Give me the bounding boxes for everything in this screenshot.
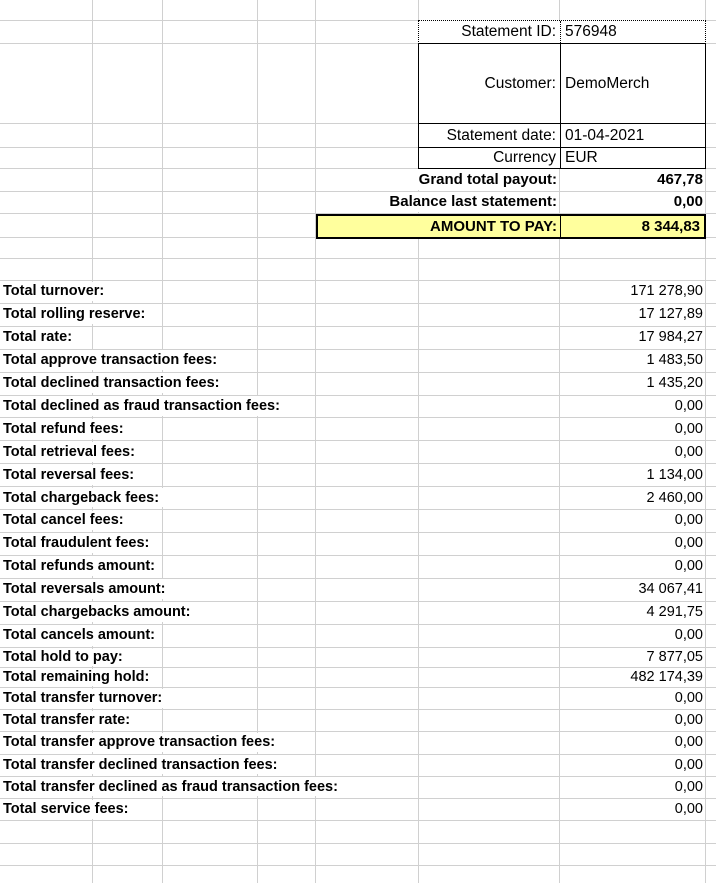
total-row [0,776,716,798]
customer-value[interactable]: DemoMerch [565,74,650,92]
balance-last-statement-row [0,191,716,214]
total-row-value[interactable]: 1 483,50 [646,352,703,369]
total-row-value[interactable]: 0,00 [674,535,703,552]
total-row-label[interactable]: Total transfer approve transaction fees: [0,733,281,752]
currency-row [418,147,706,169]
total-row-label[interactable]: Total approve transaction fees: [0,350,223,370]
total-row-value[interactable]: 34 067,41 [638,581,703,598]
total-row-value[interactable]: 0,00 [674,690,703,707]
total-row-label[interactable]: Total hold to pay: [0,649,129,666]
currency-value[interactable]: EUR [565,149,598,166]
total-row [0,349,716,372]
total-row-value[interactable]: 482 174,39 [630,669,703,685]
total-row-value[interactable]: 0,00 [674,512,703,529]
amount-to-pay-value[interactable]: 8 344,83 [641,217,700,235]
gridline-horizontal [0,258,716,259]
total-row-label[interactable]: Total cancel fees: [0,511,130,531]
total-row-label[interactable]: Total rate: [0,327,78,347]
total-row [0,578,716,601]
gridline-horizontal [0,865,716,866]
statement-date-label[interactable]: Statement date: [419,124,561,147]
total-row-value[interactable]: 0,00 [674,712,703,729]
total-row-label[interactable]: Total service fees: [0,800,134,819]
total-row-value[interactable]: 0,00 [674,397,703,414]
customer-row [418,43,706,124]
total-row [0,372,716,395]
statement-id-value[interactable]: 576948 [565,23,617,40]
total-row [0,280,716,303]
cell-divider [560,216,561,237]
total-row [0,731,716,753]
total-row-label[interactable]: Total rolling reserve: [0,304,151,324]
total-row [0,303,716,326]
total-row-label[interactable]: Total fraudulent fees: [0,533,155,553]
total-row-value[interactable]: 0,00 [674,756,703,773]
total-row [0,486,716,509]
total-row [0,395,716,418]
total-row-label[interactable]: Total remaining hold: [0,669,155,686]
total-row-label[interactable]: Total retrieval fees: [0,442,141,462]
total-row [0,417,716,440]
customer-label[interactable]: Customer: [419,44,561,123]
total-row [0,532,716,555]
grand-total-payout-value[interactable]: 467,78 [657,170,703,188]
total-row-label[interactable]: Total chargebacks amount: [0,602,196,622]
total-row [0,440,716,463]
total-row-value[interactable]: 17 127,89 [638,306,703,323]
total-row-label[interactable]: Total cancels amount: [0,625,161,646]
total-row-value[interactable]: 2 460,00 [646,489,703,506]
total-row-value[interactable]: 4 291,75 [646,604,703,621]
gridline-horizontal [0,843,716,844]
total-row [0,463,716,486]
total-row-label[interactable]: Total transfer declined as fraud transaction fees: [0,777,344,796]
total-row-label[interactable]: Total refunds amount: [0,556,161,576]
total-row [0,667,716,687]
total-row-label[interactable]: Total reversals amount: [0,579,172,599]
total-row-value[interactable]: 0,00 [674,558,703,575]
total-row-value[interactable]: 0,00 [674,443,703,460]
currency-label[interactable]: Currency [419,148,561,168]
total-row-value[interactable]: 0,00 [674,734,703,751]
amount-to-pay-label[interactable]: AMOUNT TO PAY: [430,217,557,235]
total-row-label[interactable]: Total reversal fees: [0,465,140,485]
total-row [0,624,716,648]
statement-id-row [418,20,706,44]
total-row-label[interactable]: Total declined transaction fees: [0,373,225,393]
total-row [0,647,716,667]
total-row-label[interactable]: Total transfer rate: [0,711,136,730]
total-row-value[interactable]: 7 877,05 [646,649,703,665]
total-row-label[interactable]: Total declined as fraud transaction fees: [0,396,286,416]
total-row-label[interactable]: Total chargeback fees: [0,488,165,508]
statement-id-label[interactable]: Statement ID: [419,21,561,43]
grand-total-payout-row [0,168,716,191]
total-row-value[interactable]: 17 984,27 [638,329,703,346]
total-row-value[interactable]: 1 134,00 [646,466,703,483]
total-row [0,709,716,731]
total-row-label[interactable]: Total transfer turnover: [0,689,168,708]
total-row-value[interactable]: 171 278,90 [630,283,703,300]
total-row [0,555,716,578]
balance-last-statement-value[interactable]: 0,00 [673,193,703,211]
total-row [0,509,716,532]
total-row-label[interactable]: Total turnover: [0,282,110,302]
total-row-value[interactable]: 0,00 [674,420,703,437]
total-row [0,326,716,349]
amount-to-pay-row [316,214,706,239]
statement-date-value[interactable]: 01-04-2021 [565,126,645,144]
total-row-value[interactable]: 0,00 [674,801,703,818]
grand-total-payout-label[interactable]: Grand total payout: [413,169,557,190]
total-row-label[interactable]: Total transfer declined transaction fees: [0,755,284,774]
balance-last-statement-label[interactable]: Balance last statement: [383,192,557,213]
total-row [0,601,716,624]
statement-date-row [418,123,706,148]
total-row-value[interactable]: 0,00 [674,627,703,644]
total-row-value[interactable]: 0,00 [674,778,703,795]
total-row [0,754,716,776]
total-row [0,687,716,709]
total-row-value[interactable]: 1 435,20 [646,375,703,392]
total-row-label[interactable]: Total refund fees: [0,419,130,439]
total-row [0,798,716,820]
